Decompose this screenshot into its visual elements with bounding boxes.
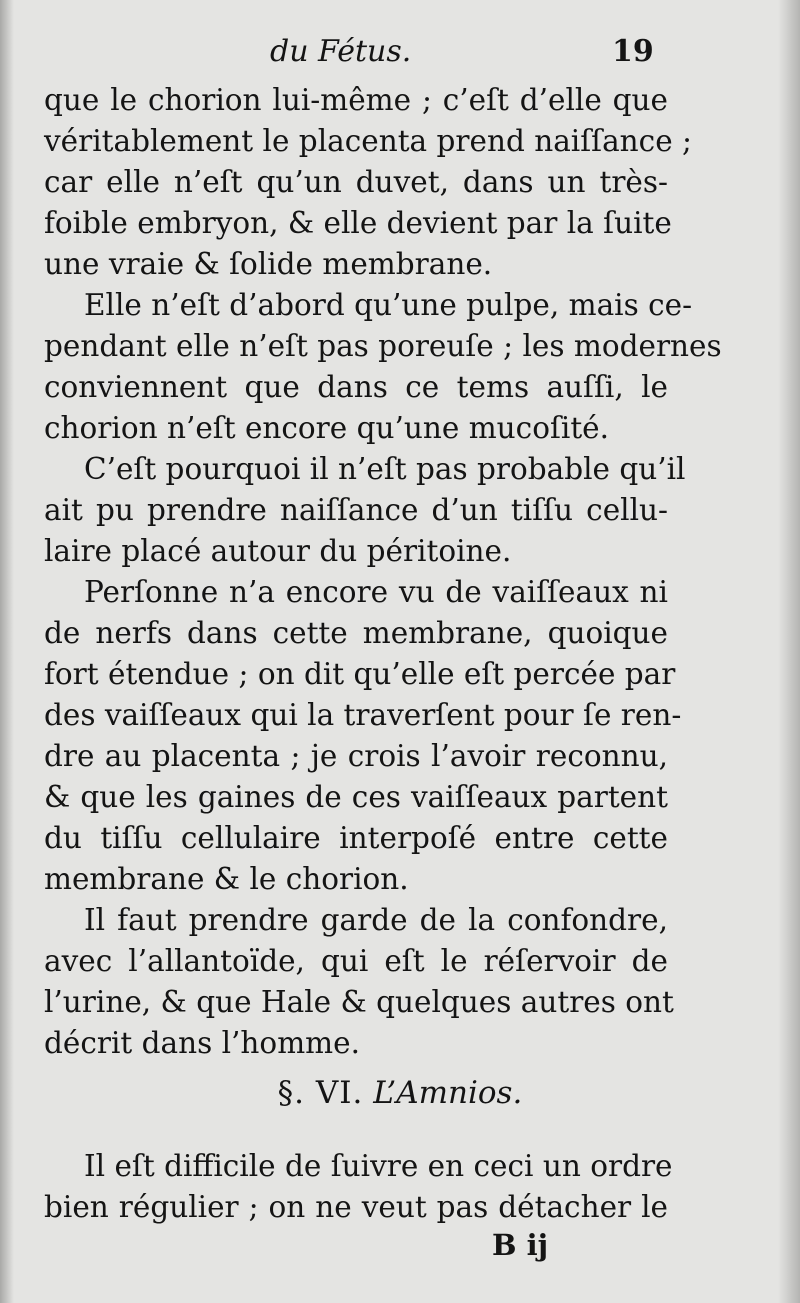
- section-heading: [0, 1075, 800, 1111]
- text-line: l’urine, & que Hale & quelques autres ont: [44, 985, 674, 1019]
- text-line: bien régulier ; on ne veut pas détacher le: [44, 1190, 668, 1224]
- text-line: que le chorion lui-même ; c’eſt d’elle que: [44, 83, 668, 117]
- text-line: de nerfs dans cette membrane, quoique: [44, 616, 668, 650]
- section-body-text: [44, 1146, 673, 1228]
- text-line: dre au placenta ; je crois l’avoir reconnu,: [44, 739, 668, 773]
- text-line: Il eſt difficile de ſuivre en ceci un ordre: [84, 1149, 673, 1183]
- text-line: membrane & le chorion.: [44, 862, 409, 896]
- text-line: avec l’allantoïde, qui eſt le réſervoir de: [44, 944, 668, 978]
- text-line: une vraie & ſolide membrane.: [44, 247, 493, 281]
- page-number: 19: [612, 34, 654, 69]
- text-line: & que les gaines de ces vaiſſeaux partent: [44, 780, 668, 814]
- text-line: chorion n’eſt encore qu’une mucoſité.: [44, 411, 610, 445]
- text-line: Il faut prendre garde de la confondre,: [84, 903, 668, 937]
- text-line: car elle n’eſt qu’un duvet, dans un très-: [44, 165, 668, 199]
- body-text: [44, 80, 722, 1064]
- text-line: fort étendue ; on dit qu’elle eſt percée par: [44, 657, 676, 691]
- text-line: foible embryon, & elle devient par la ſuite: [44, 206, 672, 240]
- text-line: ait pu prendre naiſſance d’un tiſſu cellu-: [44, 493, 668, 527]
- running-title: du Fétus.: [270, 34, 412, 69]
- text-line: pendant elle n’eſt pas poreuſe ; les modernes: [44, 329, 722, 363]
- paragraph-5: [44, 900, 674, 1064]
- signature-mark: B ij: [492, 1228, 549, 1262]
- text-line: laire placé autour du péritoine.: [44, 534, 512, 568]
- section-number: §. VI.: [277, 1075, 364, 1111]
- paragraph-1: [44, 80, 692, 285]
- text-line: Perſonne n’a encore vu de vaiſſeaux ni: [84, 575, 668, 609]
- text-line: Elle n’eſt d’abord qu’une pulpe, mais ce-: [84, 288, 693, 322]
- paragraph-3: [44, 449, 686, 572]
- text-line: conviennent que dans ce tems auſſi, le: [44, 370, 668, 404]
- text-line: décrit dans l’homme.: [44, 1026, 360, 1060]
- text-line: du tiſſu cellulaire interpoſé entre cette: [44, 821, 668, 855]
- paragraph-2: [44, 285, 722, 449]
- text-line: véritablement le placenta prend naiſſance ;: [44, 124, 692, 158]
- page-header: [0, 34, 800, 84]
- paragraph-4: [44, 572, 682, 900]
- text-line: C’eſt pourquoi il n’eſt pas probable qu’il: [84, 452, 686, 486]
- section-name: L’Amnios.: [373, 1075, 523, 1111]
- text-line: des vaiſſeaux qui la traverſent pour ſe ren-: [44, 698, 682, 732]
